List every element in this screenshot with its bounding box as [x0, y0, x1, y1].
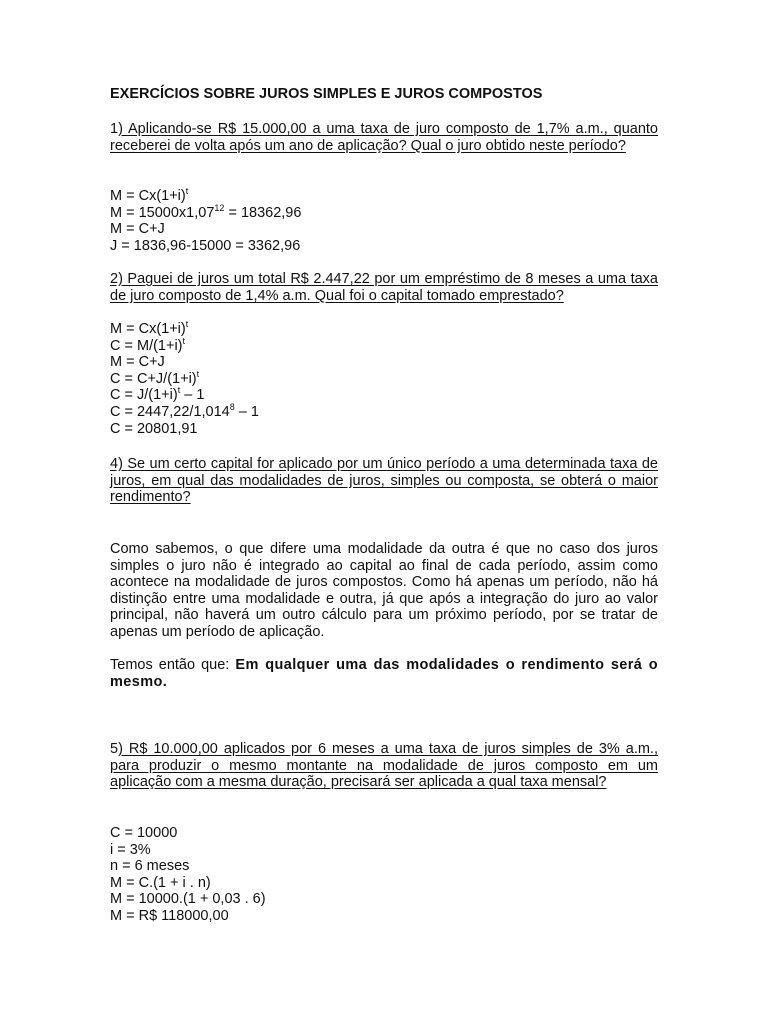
- question-4-conclusion: [110, 657, 658, 690]
- solution-line: C = 10000: [110, 825, 178, 841]
- question-5-text: ) R$ 10.000,00 aplicados por 6 meses a uma taxa de juros simples de 3% a.m., para produzir o mesmo montante na modalidade de juros composto em um aplicação com a mesma duração, precisará ser aplicada a qual taxa mensal?: [110, 741, 658, 791]
- solution-line: $M = Cx(1+i)^t$: [110, 186, 189, 204]
- document-title: EXERCÍCIOS SOBRE JUROS SIMPLES E JUROS COMPOSTOS: [110, 86, 543, 102]
- solution-line: $C = C+J/(1+i)^t$: [110, 368, 200, 387]
- question-5: [110, 741, 658, 791]
- question-1-solution: [110, 188, 658, 254]
- solution-line: n = 6 meses: [110, 858, 190, 875]
- question-1: [110, 121, 658, 154]
- question-5-number: 5: [110, 741, 119, 757]
- conclusion-bold: Em qualquer uma das modalidades o rendimento será o mesmo.: [110, 657, 658, 690]
- question-1-number: 1: [110, 121, 119, 137]
- solution-line: M = 10000.(1 + 0,03 . 6): [110, 891, 266, 908]
- solution-line: $M = Cx(1+i)^t$: [110, 319, 189, 337]
- solution-line: M = C+J: [110, 354, 165, 371]
- question-4: 4) Se um certo capital for aplicado por um único período a uma determinada taxa de juros, em qual das modalidades de juros, simples ou composta, se obterá o maior rendimento?: [110, 456, 658, 506]
- question-2-solution: [110, 321, 658, 437]
- question-1-text: ) Aplicando-se R$ 15.000,00 a uma taxa de juro composto de 1,7% a.m., quanto receberei de volta após um ano de aplicação? Qual o juro obtido neste período?: [110, 121, 658, 154]
- question-4-answer: Como sabemos, o que difere uma modalidade da outra é que no caso dos juros simples o juro não é integrado ao capital ao final de cada período, assim como acontece na modalidade de juros compostos. Como há apenas um período, não há distinção entre uma modalidade e outra, já que após a integração do juro ao valor principal, não haverá um outro cálculo para um próximo período, por se tratar de apenas um período de aplicação.: [110, 541, 658, 640]
- solution-line: $C = 2447,22/1,014^8 - 1$: [110, 401, 259, 420]
- solution-line: M = C+J: [110, 221, 165, 238]
- conclusion-prefix: Temos então que:: [110, 657, 236, 673]
- solution-line: M = R$ 118000,00: [110, 907, 229, 924]
- solution-line: i = 3%: [110, 841, 151, 858]
- solution-line: $M = 15000x1,07^{12} = 18362,96$: [110, 202, 302, 221]
- question-2: 2) Paguei de juros um total R$ 2.447,22 por um empréstimo de 8 meses a uma taxa de juro composto de 1,4% a.m. Qual foi o capital tomado emprestado?: [110, 271, 658, 304]
- question-5-solution: [110, 825, 658, 925]
- solution-line: $C = J/(1+i)^t - 1$: [110, 385, 205, 404]
- solution-line: $C = M/(1+i)^t$: [110, 335, 186, 354]
- solution-line: J = 1836,96-15000 = 3362,96: [110, 237, 301, 254]
- solution-line: C = 20801,91: [110, 420, 198, 437]
- solution-line: M = C.(1 + i . n): [110, 874, 211, 891]
